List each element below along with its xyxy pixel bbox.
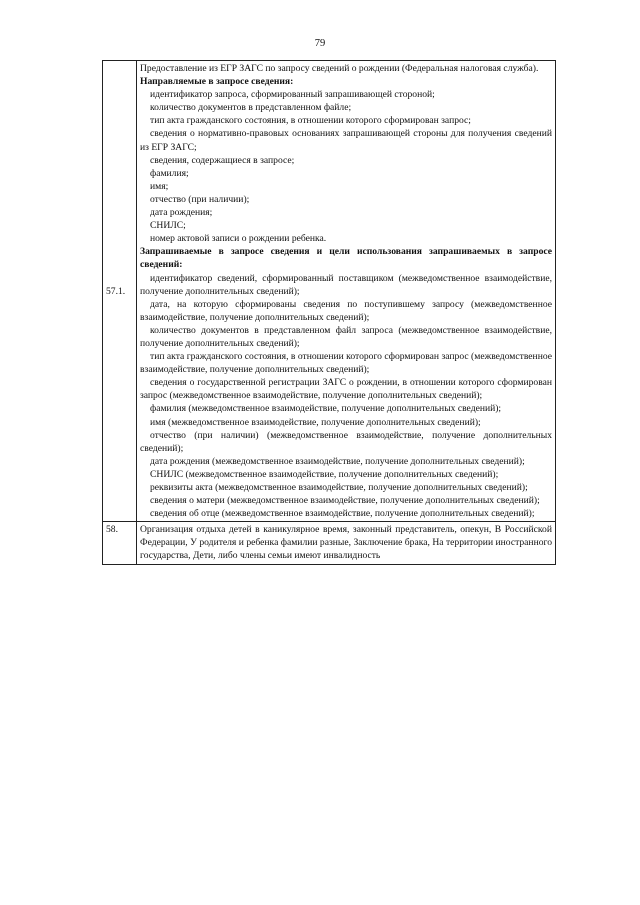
list-item: тип акта гражданского состояния, в отношении которого сформирован запрос; <box>150 115 471 127</box>
list-item: дата рождения (межведомственное взаимодействие, получение дополнительных сведений); <box>150 455 525 467</box>
row-number: 57.1. <box>103 61 137 522</box>
list-item: сведения о государственной регистрации ЗАГС о рождении, в отношении которого сформирован запрос (межведомственное взаимодействие, получение дополнительных сведений); <box>140 377 552 402</box>
page-number: 79 <box>314 38 326 49</box>
services-table <box>102 60 556 565</box>
list-item: реквизиты акта (межведомственное взаимодействие, получение дополнительных сведений); <box>150 482 528 493</box>
list-item: количество документов в представленном файле; <box>150 102 352 114</box>
list-item: сведения, содержащиеся в запросе; <box>150 154 295 166</box>
list-item: номер актовой записи о рождении ребенка. <box>150 233 327 245</box>
list-item: количество документов в представленном файл запроса (межведомственное взаимодействие, получение дополнительных сведений); <box>140 324 552 349</box>
list-item: имя; <box>150 180 169 192</box>
list-item: сведения о нормативно-правовых основаниях запрашивающей стороны для получения сведений из ЕГР ЗАГС; <box>140 128 552 153</box>
list-item: фамилия (межведомственное взаимодействие, получение дополнительных сведений); <box>150 403 502 415</box>
list-item: дата, на которую сформированы сведения по поступившему запросу (межведомственное взаимодействие, получение дополнительных сведений); <box>140 298 552 323</box>
list-item: тип акта гражданского состояния, в отношении которого сформирован запрос (межведомственное взаимодействие, получение дополнительных сведений); <box>140 351 552 376</box>
service-title: Предоставление из ЕГР ЗАГС по запросу сведений о рождении (Федеральная налоговая служба). <box>140 63 539 74</box>
list-item: сведения о матери (межведомственное взаимодействие, получение дополнительных сведений); <box>150 495 540 507</box>
list-item: СНИЛС; <box>150 220 186 232</box>
sent-list <box>140 88 552 245</box>
row-content: Организация отдыха детей в каникулярное время, законный представитель, опекун, В Российской Федерации, У родителя и ребенка фамилии разные, Заключение брака, На территории иностранного государства, Дети, либо члены семьи имеют инвалидность <box>137 522 556 564</box>
list-item: отчество (при наличии) (межведомственное взаимодействие, получение дополнительных сведений); <box>140 429 552 454</box>
list-item: СНИЛС (межведомственное взаимодействие, получение дополнительных сведений); <box>150 468 499 480</box>
list-item: фамилия; <box>150 167 189 179</box>
list-item: отчество (при наличии); <box>150 193 250 205</box>
list-item: сведения об отце (межведомственное взаимодействие, получение дополнительных сведений); <box>150 508 535 520</box>
list-item: имя (межведомственное взаимодействие, получение дополнительных сведений); <box>150 416 481 428</box>
sent-heading: Направляемые в запросе сведения: <box>140 76 294 88</box>
row-content <box>137 61 556 522</box>
list-item: идентификатор сведений, сформированный поставщиком (межведомственное взаимодействие, получение дополнительных сведений); <box>140 272 552 297</box>
requested-heading: Запрашиваемые в запросе сведения и цели использования запрашиваемых в запросе сведений: <box>140 246 552 271</box>
list-item: дата рождения; <box>150 207 213 219</box>
requested-list <box>140 272 552 521</box>
row-number: 58. <box>103 522 137 564</box>
table-row <box>103 61 556 522</box>
table-row <box>103 522 556 564</box>
list-item: идентификатор запроса, сформированный запрашивающей стороной; <box>150 89 435 101</box>
